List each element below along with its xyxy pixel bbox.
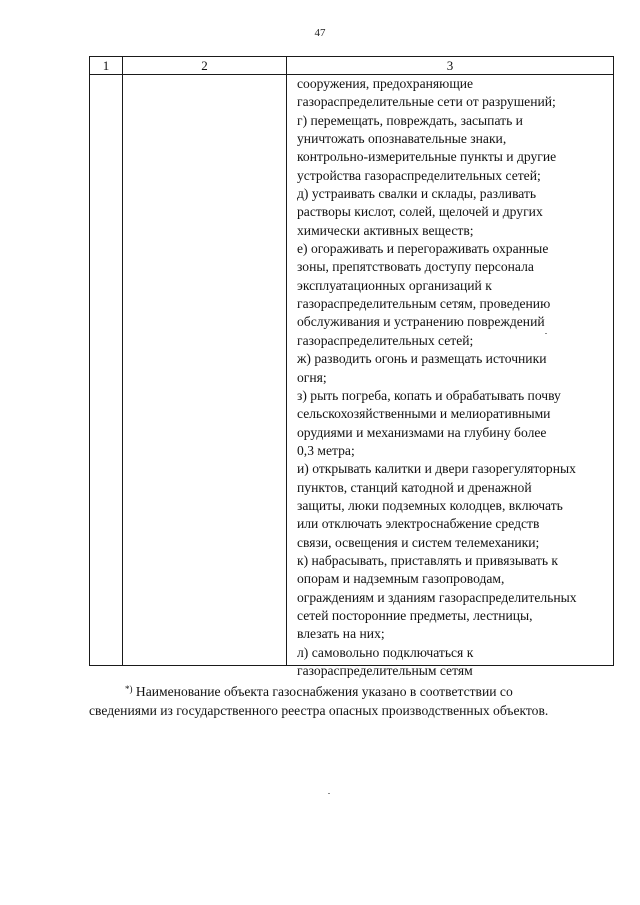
column-divider-1 [122,57,123,665]
table-text-line: к) набрасывать, приставлять и привязывать к [297,552,559,568]
table-text-line: 0,3 метра; [297,442,355,458]
table-text-line: газораспределительным сетям [297,663,473,678]
table-text-line: орудиями и механизмами на глубину более [297,424,547,440]
table-text-line: защиты, люки подземных колодцев, включать [297,497,563,513]
footnote-line-2: сведениями из государственного реестра опасных производственных объектов. [89,703,549,718]
scan-speck [545,333,547,334]
column-divider-2 [286,57,287,665]
table-text-line: ж) разводить огонь и размещать источники [297,351,547,367]
header-cell-2: 2 [201,58,208,73]
table-text-line: огня; [297,369,327,385]
table-text-line: уничтожать опознавательные знаки, [297,131,507,147]
table-text-line: связи, освещения и систем телемеханики; [297,534,540,550]
footnote-line-1 [89,682,609,701]
footnote-marker: *) [125,684,133,694]
table-text-line: г) перемещать, повреждать, засыпать и [297,112,523,128]
table-text-line: зоны, препятствовать доступу персонала [297,259,534,275]
table-text-line: сельскохозяйственными и мелиоративными [297,406,551,422]
header-cell-1: 1 [102,58,110,73]
table-text-line: растворы кислот, солей, щелочей и других [297,204,543,220]
table-text-line: сооружения, предохраняющие [297,76,474,91]
table-text-line: влезать на них; [297,626,385,642]
table-text-line: д) устраивать свалки и склады, разливать [297,186,537,202]
table-text-line: устройства газораспределительных сетей; [297,167,541,183]
table-text-line: л) самовольно подключаться к [297,644,474,660]
footnote-text-1: Наименование объекта газоснабжения указано в соответствии со [135,684,513,699]
table-text-line: з) рыть погреба, копать и обрабатывать почву [297,387,561,403]
table-text-line: опорам и надземным газопроводам, [297,571,505,587]
table-text-line: газораспределительным сетям, проведению [297,296,551,312]
scan-speck [328,793,330,794]
table-text-line: или отключать электроснабжение средств [297,516,540,532]
table-text-line: и) открывать калитки и двери газорегуляторных [297,461,576,477]
table-text-line: е) огораживать и перегораживать охранные [297,241,549,257]
header-cell-3: 3 [446,58,454,73]
document-table [89,56,614,678]
page-number: 47 [314,27,326,39]
table-text-line: газораспределительные сети от разрушений; [297,94,556,110]
table-text-line: химически активных веществ; [297,222,474,238]
column-3-text [297,75,609,680]
table-text-line: эксплуатационных организаций к [297,277,492,293]
table-header-row [90,57,613,75]
table-text-line: обслуживания и устранению повреждений [297,314,545,330]
table-text-line: газораспределительных сетей; [297,332,474,348]
footnote [89,682,609,720]
table-text-line: сетей посторонние предметы, лестницы, [297,607,533,623]
table-text-line: контрольно-измерительные пункты и другие [297,149,557,165]
table-text-line: ограждениям и зданиям газораспределительных [297,589,577,605]
table-text-line: пунктов, станций катодной и дренажной [297,479,532,495]
